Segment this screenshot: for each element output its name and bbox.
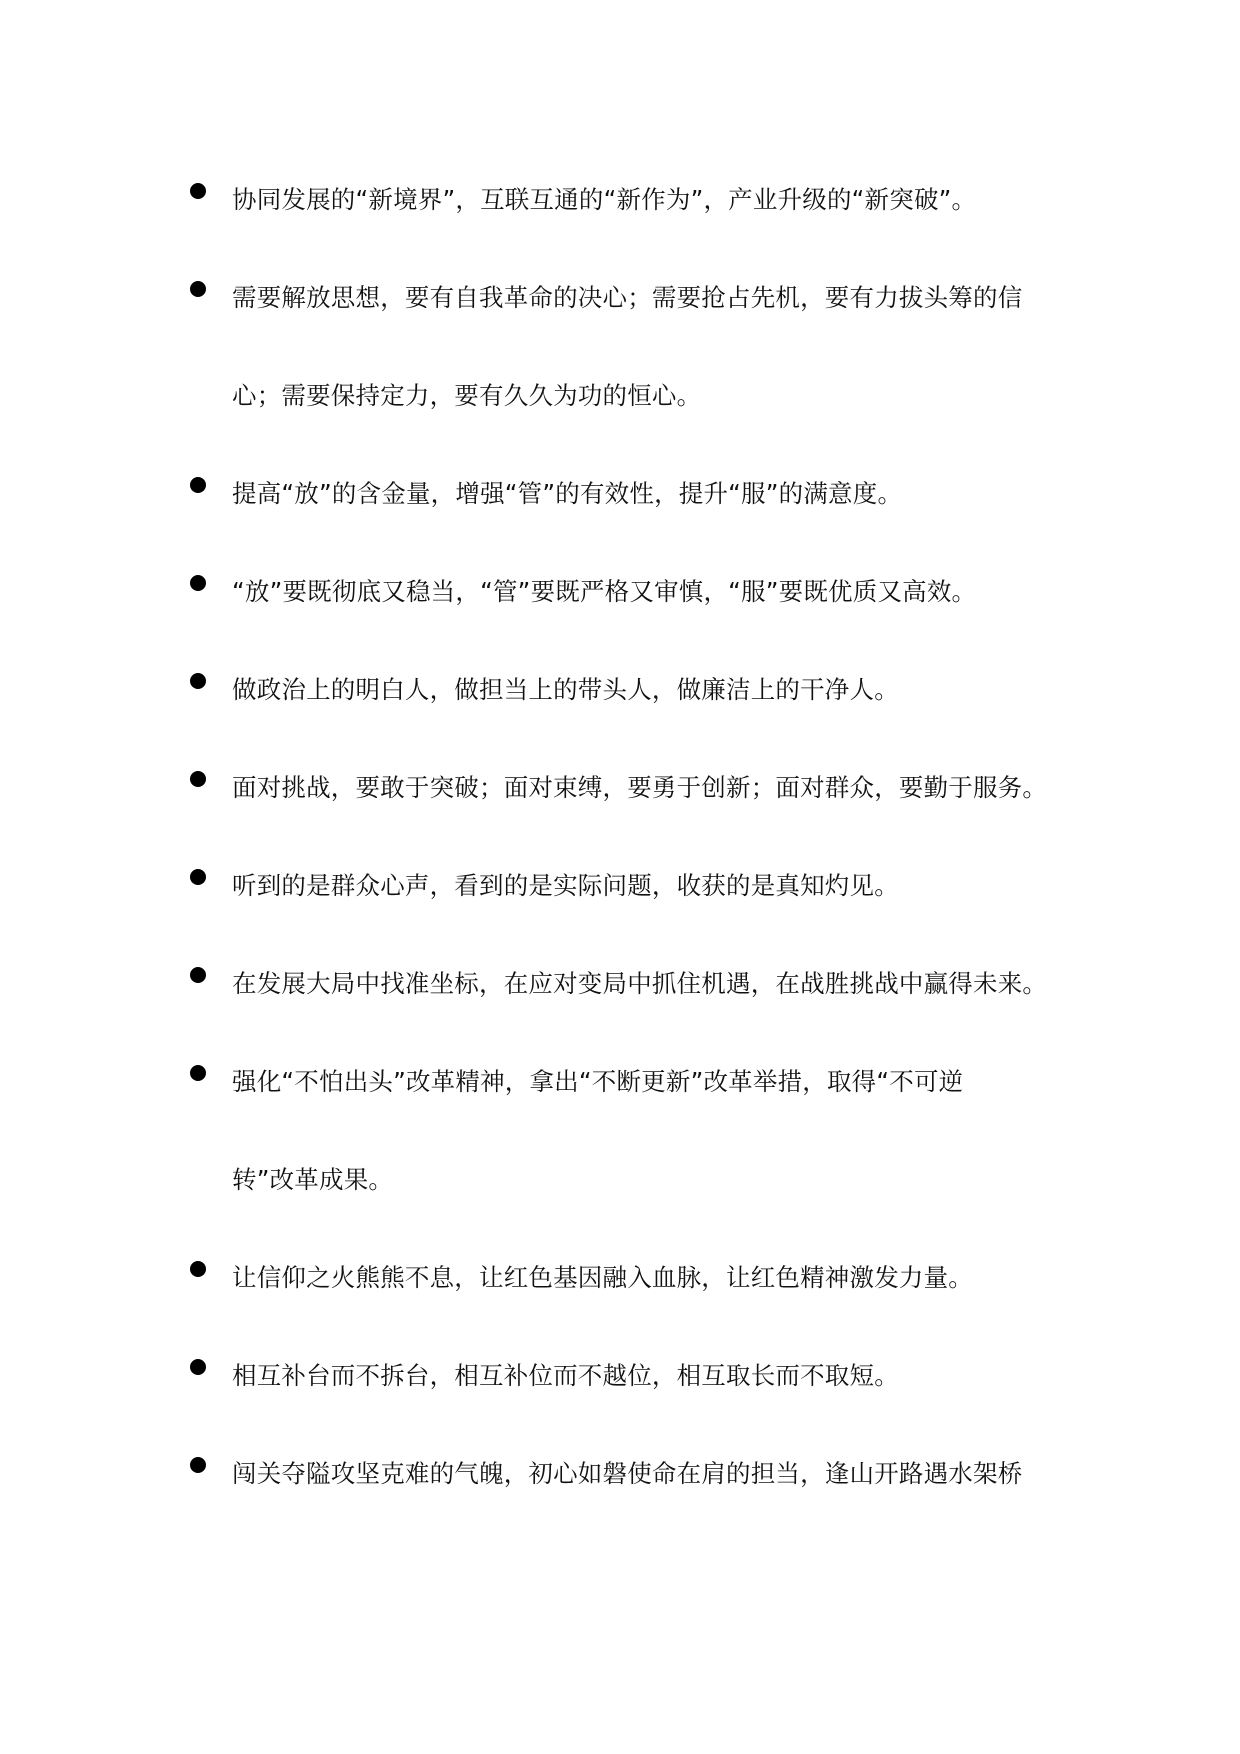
list-item-text <box>232 1033 1070 1229</box>
list-item-text <box>232 1425 1070 1523</box>
list-item <box>190 935 1070 1033</box>
list-item-text <box>232 543 1070 641</box>
text-line: “放”要既彻底又稳当，“管”要既严格又审慎，“服”要既优质又高效。 <box>232 577 977 606</box>
list-item <box>190 1327 1070 1425</box>
text-line: 强化“不怕出头”改革精神，拿出“不断更新”改革举措，取得“不可逆 <box>232 1067 964 1096</box>
text-line: 心；需要保持定力，要有久久为功的恒心。 <box>232 381 702 410</box>
list-item <box>190 151 1070 249</box>
text-line: 听到的是群众心声，看到的是实际问题，收获的是真知灼见。 <box>232 871 899 900</box>
list-item-text <box>232 445 1070 543</box>
list-item <box>190 543 1070 641</box>
bullet-dot-icon <box>190 1065 206 1081</box>
list-item <box>190 1229 1070 1327</box>
bullet-dot-icon <box>190 673 206 689</box>
list-item-text <box>232 739 1070 837</box>
bullet-dot-icon <box>190 183 206 199</box>
text-line: 协同发展的“新境界”，互联互通的“新作为”，产业升级的“新突破”。 <box>232 185 977 214</box>
list-item <box>190 1425 1070 1523</box>
text-line: 相互补台而不拆台，相互补位而不越位，相互取长而不取短。 <box>232 1361 899 1390</box>
list-item-text <box>232 641 1070 739</box>
list-item <box>190 641 1070 739</box>
list-item-text <box>232 249 1070 445</box>
bullet-dot-icon <box>190 575 206 591</box>
list-item-text <box>232 1327 1070 1425</box>
text-line: 转”改革成果。 <box>232 1165 394 1194</box>
text-line: 做政治上的明白人，做担当上的带头人，做廉洁上的干净人。 <box>232 675 899 704</box>
list-item <box>190 445 1070 543</box>
text-line: 在发展大局中找准坐标，在应对变局中抓住机遇，在战胜挑战中赢得未来。 <box>232 969 1048 998</box>
bullet-dot-icon <box>190 1359 206 1375</box>
bullet-dot-icon <box>190 869 206 885</box>
text-line: 需要解放思想，要有自我革命的决心；需要抢占先机，要有力拔头筹的信 <box>232 283 1023 312</box>
bullet-dot-icon <box>190 1457 206 1473</box>
text-line: 面对挑战，要敢于突破；面对束缚，要勇于创新；面对群众，要勤于服务。 <box>232 773 1048 802</box>
list-item-text <box>232 151 1070 249</box>
list-item <box>190 837 1070 935</box>
bullet-dot-icon <box>190 771 206 787</box>
list-item-text <box>232 837 1070 935</box>
bullet-dot-icon <box>190 967 206 983</box>
bullet-dot-icon <box>190 281 206 297</box>
text-line: 让信仰之火熊熊不息，让红色基因融入血脉，让红色精神激发力量。 <box>232 1263 973 1292</box>
list-item <box>190 249 1070 445</box>
bullet-dot-icon <box>190 1261 206 1277</box>
list-item <box>190 739 1070 837</box>
bullet-list <box>190 151 1070 1523</box>
text-line: 闯关夺隘攻坚克难的气魄，初心如磐使命在肩的担当，逢山开路遇水架桥 <box>232 1459 1023 1488</box>
list-item <box>190 1033 1070 1229</box>
text-line: 提高“放”的含金量，增强“管”的有效性，提升“服”的满意度。 <box>232 479 903 508</box>
list-item-text <box>232 1229 1070 1327</box>
list-item-text <box>232 935 1070 1033</box>
bullet-dot-icon <box>190 477 206 493</box>
